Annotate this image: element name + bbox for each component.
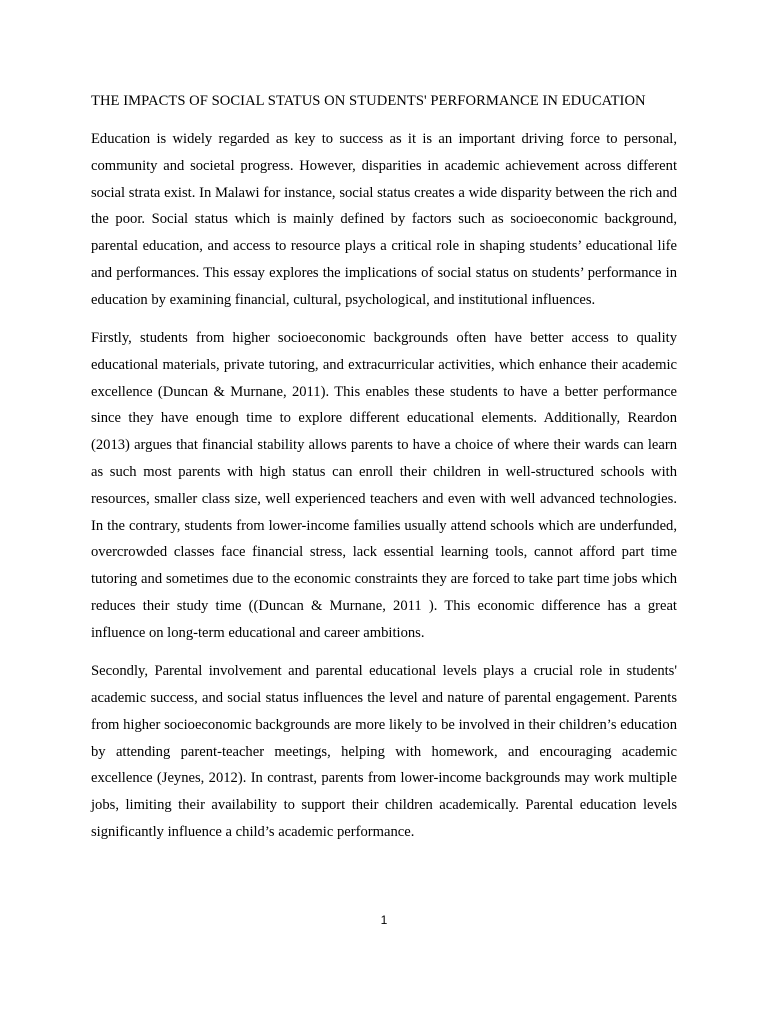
paragraph-financial: Firstly, students from higher socioeconomic backgrounds often have better access to quality educational materials, private tutoring, and extracurricular activities, which enhance their academic excellence (Duncan & Murnane, 2011). This enables these students to have a better performance since they have enough time to explore different educational elements. Additionally, Reardon (2013) argues that financial stability allows parents to have a choice of where their wards can learn as such most parents with high status can enroll their children in well-structured schools with resources, smaller class size, well experienced teachers and even with well advanced technologies. In the contrary, students from lower-income families usually attend schools which are underfunded, overcrowded classes face financial stress, lack essential learning tools, cannot afford part time tutoring and sometimes due to the economic constraints they are forced to take part time jobs which reduces their study time ((Duncan & Murnane, 2011 ). This economic difference has a great influence on long-term educational and career ambitions. <box>91 330 677 641</box>
document-body <box>91 88 677 857</box>
document-title: THE IMPACTS OF SOCIAL STATUS ON STUDENTS' PERFORMANCE IN EDUCATION <box>91 93 646 109</box>
page-number: 1 <box>380 913 388 927</box>
paragraph-parental: Secondly, Parental involvement and parental educational levels plays a crucial role in students' academic success, and social status influences the level and nature of parental engagement. Parents from higher socioeconomic backgrounds are more likely to be involved in their children’s education by attending parent-teacher meetings, helping with homework, and encouraging academic excellence (Jeynes, 2012). In contrast, parents from lower-income backgrounds may work multiple jobs, limiting their availability to support their children academically. Parental education levels significantly influence a child’s academic performance. <box>91 663 677 840</box>
paragraph-introduction: Education is widely regarded as key to success as it is an important driving force to personal, community and societal progress. However, disparities in academic achievement across different social strata exist. In Malawi for instance, social status creates a wide disparity between the rich and the poor. Social status which is mainly defined by factors such as socioeconomic background, parental education, and access to resource plays a critical role in shaping students’ educational life and performances. This essay explores the implications of social status on students’ performance in education by examining financial, cultural, psychological, and institutional influences. <box>91 131 677 308</box>
